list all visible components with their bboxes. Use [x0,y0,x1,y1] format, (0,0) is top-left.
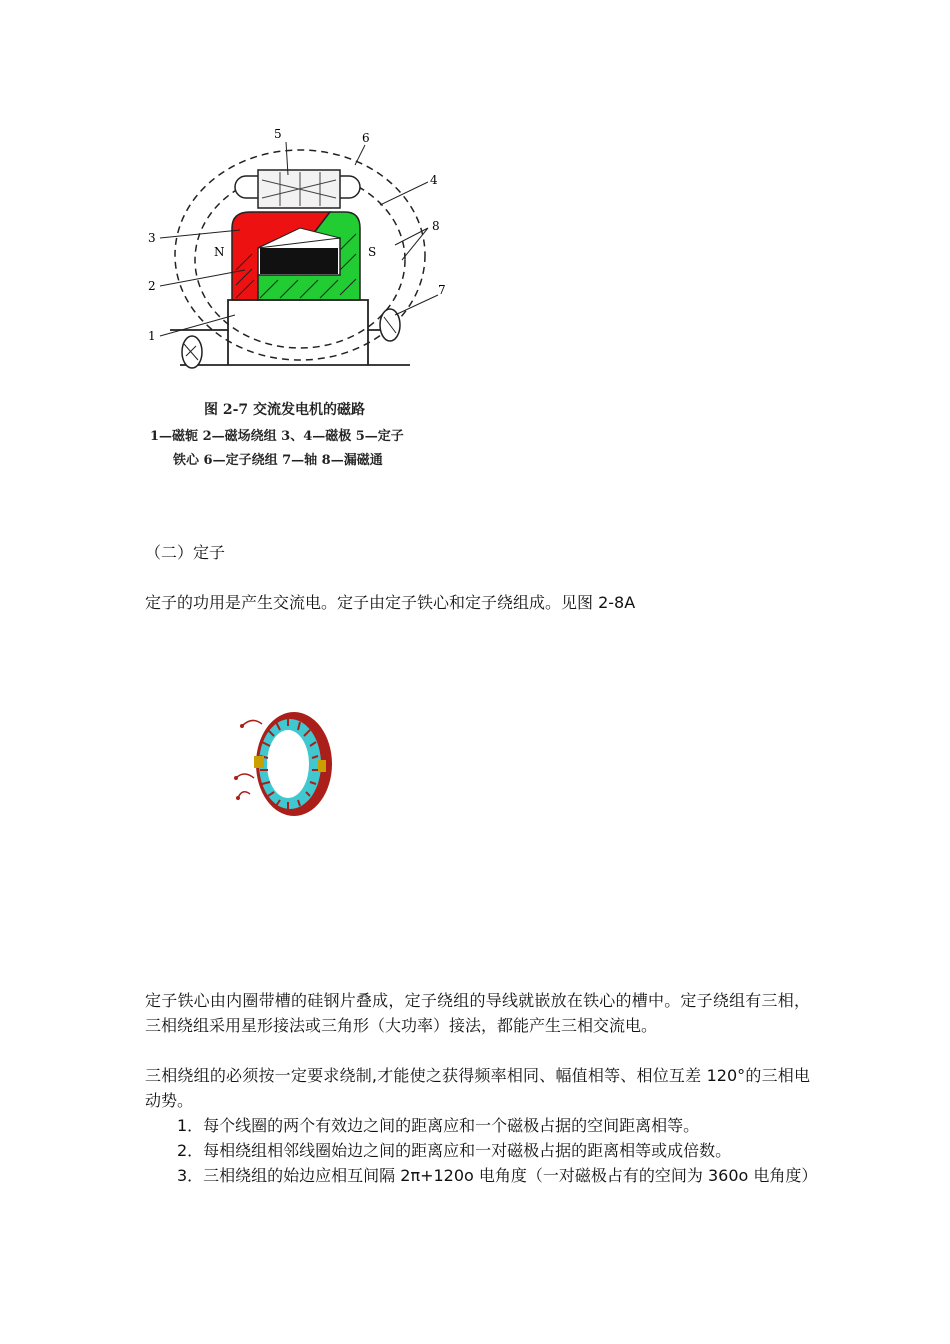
list-item-2: 2．每相绕组相邻线圈始边之间的距离应和一对磁极占据的距离相等或成倍数。 [177,1141,732,1160]
label-1: 1 [148,329,156,343]
label-3: 3 [148,231,156,245]
label-s: S [368,245,377,259]
yoke [170,300,390,330]
label-7: 7 [438,283,446,297]
paragraph-stator-core: 定子铁心由内圈带槽的硅钢片叠成，定子绕组的导线就嵌放在铁心的槽中。定子绕组有三相，三相绕组采用星形接法或三角形（大功率）接法，都能产生三相交流电。 [145,991,810,1035]
label-5: 5 [274,127,282,141]
figure-legend-line-2: 铁心 6—定子绕组 7—轴 8—漏磁通 [173,453,383,468]
field-winding [260,248,338,274]
figure-legend-line-1: 1—磁轭 2—磁场绕组 3、4—磁极 5—定子 [150,429,404,444]
list-item-3: 3．三相绕组的始边应相互间隔 2π+120o 电角度（一对磁极占有的空间为 360o 电角度） [177,1166,818,1185]
paragraph-three-phase: 三相绕组的必须按一定要求绕制,才能使之获得频率相同、幅值相等、相位互差 120°的三相电动势。 [145,1066,810,1110]
stator-image [232,708,340,820]
section-heading: （二）定子 [145,543,226,562]
label-n: N [214,245,225,259]
label-4: 4 [430,173,438,187]
label-2: 2 [148,279,156,293]
intro-paragraph: 定子的功用是产生交流电。定子由定子铁心和定子绕组成。见图 2-8A [145,593,636,612]
figure-caption-title: 图 2-7 交流发电机的磁路 [204,402,366,418]
list-item-1: 1．每个线圈的两个有效边之间的距离应和一个磁极占据的空间距离相等。 [177,1116,700,1135]
label-6: 6 [362,131,370,145]
label-8: 8 [432,219,440,233]
